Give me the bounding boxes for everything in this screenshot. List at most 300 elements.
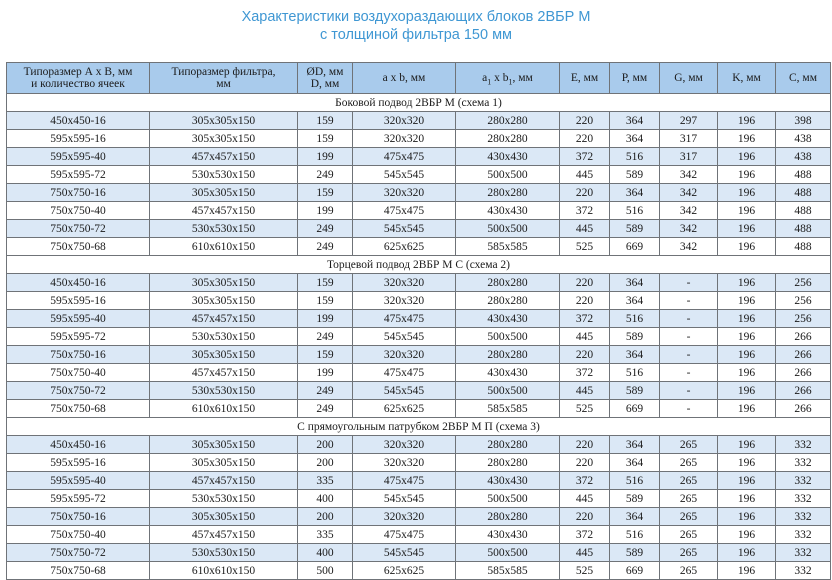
cell-filter-size: 457x457x150	[150, 364, 298, 382]
cell-size-ab: 595x595-40	[7, 148, 150, 166]
cell-k: 196	[718, 328, 776, 346]
cell-a1-x-b1: 280x280	[456, 274, 560, 292]
cell-a1-x-b1: 430x430	[456, 310, 560, 328]
cell-size-ab: 750x750-68	[7, 562, 150, 580]
header-e	[560, 63, 610, 94]
cell-c: 256	[776, 310, 831, 328]
cell-a-x-b: 545x545	[353, 382, 456, 400]
cell-diameter: 199	[298, 364, 353, 382]
cell-a1-x-b1: 500x500	[456, 220, 560, 238]
cell-e: 445	[560, 220, 610, 238]
cell-k: 196	[718, 274, 776, 292]
cell-a-x-b: 320x320	[353, 346, 456, 364]
cell-p: 364	[610, 508, 660, 526]
table-row	[7, 562, 831, 580]
cell-a-x-b: 320x320	[353, 274, 456, 292]
cell-g: 265	[660, 526, 718, 544]
cell-a-x-b: 320x320	[353, 292, 456, 310]
cell-a1-x-b1: 430x430	[456, 364, 560, 382]
cell-g: -	[660, 292, 718, 310]
cell-g: 265	[660, 544, 718, 562]
cell-a-x-b: 625x625	[353, 562, 456, 580]
cell-c: 332	[776, 454, 831, 472]
cell-a1-x-b1: 280x280	[456, 130, 560, 148]
cell-filter-size: 610x610x150	[150, 238, 298, 256]
cell-c: 488	[776, 202, 831, 220]
cell-filter-size: 610x610x150	[150, 562, 298, 580]
cell-g: 342	[660, 184, 718, 202]
cell-a-x-b: 475x475	[353, 472, 456, 490]
cell-diameter: 199	[298, 148, 353, 166]
header-c-label: C, мм	[789, 72, 817, 84]
cell-a-x-b: 320x320	[353, 454, 456, 472]
header-diameter-line2: D, мм	[310, 78, 340, 90]
cell-k: 196	[718, 148, 776, 166]
cell-size-ab: 750x750-40	[7, 364, 150, 382]
cell-a-x-b: 625x625	[353, 400, 456, 418]
cell-g: -	[660, 346, 718, 364]
cell-k: 196	[718, 220, 776, 238]
table-row	[7, 472, 831, 490]
cell-size-ab: 750x750-16	[7, 184, 150, 202]
cell-filter-size: 457x457x150	[150, 148, 298, 166]
cell-a1-x-b1: 280x280	[456, 508, 560, 526]
cell-p: 516	[610, 472, 660, 490]
header-a1-x-b1	[456, 63, 560, 94]
cell-p: 589	[610, 382, 660, 400]
cell-e: 372	[560, 202, 610, 220]
cell-k: 196	[718, 472, 776, 490]
cell-a1-x-b1: 585x585	[456, 400, 560, 418]
cell-g: 265	[660, 508, 718, 526]
cell-e: 372	[560, 310, 610, 328]
title-line-2: с толщиной фильтра 150 мм	[319, 27, 513, 43]
cell-p: 516	[610, 202, 660, 220]
cell-g: 342	[660, 220, 718, 238]
cell-size-ab: 595x595-16	[7, 292, 150, 310]
cell-g: 317	[660, 130, 718, 148]
cell-c: 332	[776, 490, 831, 508]
cell-diameter: 159	[298, 130, 353, 148]
table-row	[7, 454, 831, 472]
cell-a1-x-b1: 430x430	[456, 148, 560, 166]
cell-k: 196	[718, 130, 776, 148]
section-row	[7, 418, 831, 436]
cell-c: 266	[776, 382, 831, 400]
cell-e: 220	[560, 112, 610, 130]
cell-a-x-b: 475x475	[353, 364, 456, 382]
cell-diameter: 159	[298, 274, 353, 292]
cell-filter-size: 610x610x150	[150, 400, 298, 418]
header-filter-size-line1: Типоразмер фильтра,	[171, 66, 276, 78]
cell-size-ab: 595x595-16	[7, 130, 150, 148]
cell-a-x-b: 320x320	[353, 184, 456, 202]
cell-g: 265	[660, 490, 718, 508]
cell-size-ab: 750x750-40	[7, 526, 150, 544]
header-g-label: G, мм	[674, 72, 703, 84]
cell-a1-x-b1: 500x500	[456, 166, 560, 184]
table-row	[7, 202, 831, 220]
table-row	[7, 220, 831, 238]
cell-k: 196	[718, 112, 776, 130]
cell-diameter: 249	[298, 382, 353, 400]
cell-size-ab: 450x450-16	[7, 112, 150, 130]
cell-g: 265	[660, 454, 718, 472]
header-p	[610, 63, 660, 94]
cell-c: 266	[776, 328, 831, 346]
cell-diameter: 500	[298, 562, 353, 580]
cell-g: 317	[660, 148, 718, 166]
cell-k: 196	[718, 526, 776, 544]
cell-size-ab: 595x595-16	[7, 454, 150, 472]
cell-c: 332	[776, 526, 831, 544]
table-row	[7, 382, 831, 400]
cell-p: 364	[610, 274, 660, 292]
cell-c: 332	[776, 562, 831, 580]
section-row	[7, 94, 831, 112]
cell-a-x-b: 545x545	[353, 166, 456, 184]
cell-k: 196	[718, 166, 776, 184]
cell-a1-x-b1: 500x500	[456, 544, 560, 562]
cell-k: 196	[718, 382, 776, 400]
table-row	[7, 526, 831, 544]
table-row	[7, 436, 831, 454]
cell-a1-x-b1: 585x585	[456, 238, 560, 256]
cell-e: 372	[560, 364, 610, 382]
cell-filter-size: 457x457x150	[150, 310, 298, 328]
cell-p: 364	[610, 436, 660, 454]
cell-a-x-b: 545x545	[353, 544, 456, 562]
cell-size-ab: 450x450-16	[7, 274, 150, 292]
table-row	[7, 112, 831, 130]
cell-e: 220	[560, 130, 610, 148]
cell-a1-x-b1: 280x280	[456, 454, 560, 472]
cell-size-ab: 750x750-68	[7, 238, 150, 256]
cell-filter-size: 457x457x150	[150, 202, 298, 220]
cell-p: 516	[610, 526, 660, 544]
cell-diameter: 200	[298, 454, 353, 472]
header-a-x-b	[353, 63, 456, 94]
cell-k: 196	[718, 202, 776, 220]
cell-a-x-b: 475x475	[353, 202, 456, 220]
cell-c: 488	[776, 166, 831, 184]
cell-p: 589	[610, 544, 660, 562]
cell-g: -	[660, 400, 718, 418]
cell-e: 445	[560, 490, 610, 508]
table-row	[7, 274, 831, 292]
cell-g: 265	[660, 436, 718, 454]
cell-g: 265	[660, 562, 718, 580]
table-row	[7, 328, 831, 346]
cell-c: 488	[776, 238, 831, 256]
cell-size-ab: 595x595-72	[7, 328, 150, 346]
cell-a1-x-b1: 500x500	[456, 490, 560, 508]
cell-g: 342	[660, 202, 718, 220]
cell-a-x-b: 320x320	[353, 112, 456, 130]
cell-k: 196	[718, 310, 776, 328]
cell-diameter: 159	[298, 346, 353, 364]
cell-diameter: 200	[298, 508, 353, 526]
cell-size-ab: 595x595-72	[7, 490, 150, 508]
cell-a-x-b: 320x320	[353, 508, 456, 526]
cell-diameter: 400	[298, 544, 353, 562]
cell-g: -	[660, 274, 718, 292]
cell-c: 332	[776, 472, 831, 490]
cell-c: 398	[776, 112, 831, 130]
table-row	[7, 184, 831, 202]
cell-e: 372	[560, 526, 610, 544]
cell-e: 372	[560, 472, 610, 490]
header-b1-sub: 1	[508, 77, 513, 87]
cell-c: 332	[776, 544, 831, 562]
cell-filter-size: 305x305x150	[150, 454, 298, 472]
cell-k: 196	[718, 400, 776, 418]
cell-a1-x-b1: 430x430	[456, 472, 560, 490]
cell-diameter: 335	[298, 526, 353, 544]
cell-a-x-b: 320x320	[353, 130, 456, 148]
cell-diameter: 249	[298, 166, 353, 184]
cell-g: 342	[660, 166, 718, 184]
table-row	[7, 490, 831, 508]
cell-k: 196	[718, 562, 776, 580]
cell-k: 196	[718, 184, 776, 202]
cell-p: 364	[610, 112, 660, 130]
cell-size-ab: 450x450-16	[7, 436, 150, 454]
cell-diameter: 249	[298, 400, 353, 418]
section-row	[7, 256, 831, 274]
cell-e: 525	[560, 562, 610, 580]
cell-p: 516	[610, 310, 660, 328]
header-e-label: E, мм	[570, 72, 599, 84]
table-header	[7, 63, 831, 94]
cell-p: 669	[610, 562, 660, 580]
cell-filter-size: 305x305x150	[150, 292, 298, 310]
cell-filter-size: 530x530x150	[150, 382, 298, 400]
cell-diameter: 249	[298, 328, 353, 346]
header-k	[718, 63, 776, 94]
header-filter-size-line2: мм	[216, 78, 231, 90]
cell-e: 525	[560, 400, 610, 418]
cell-p: 516	[610, 364, 660, 382]
cell-k: 196	[718, 454, 776, 472]
header-c	[776, 63, 831, 94]
cell-a-x-b: 545x545	[353, 220, 456, 238]
cell-filter-size: 530x530x150	[150, 490, 298, 508]
header-filter-size	[150, 63, 298, 94]
cell-filter-size: 305x305x150	[150, 436, 298, 454]
cell-g: -	[660, 382, 718, 400]
header-g	[660, 63, 718, 94]
cell-k: 196	[718, 490, 776, 508]
cell-p: 589	[610, 220, 660, 238]
cell-a1-x-b1: 280x280	[456, 112, 560, 130]
cell-size-ab: 750x750-72	[7, 220, 150, 238]
section-title: С прямоугольным патрубком 2ВБР М П (схема 3)	[7, 418, 831, 436]
cell-g: 297	[660, 112, 718, 130]
cell-size-ab: 595x595-40	[7, 472, 150, 490]
cell-a-x-b: 475x475	[353, 310, 456, 328]
cell-size-ab: 750x750-16	[7, 508, 150, 526]
cell-p: 364	[610, 130, 660, 148]
cell-diameter: 159	[298, 184, 353, 202]
cell-a-x-b: 320x320	[353, 436, 456, 454]
cell-filter-size: 305x305x150	[150, 274, 298, 292]
cell-size-ab: 595x595-72	[7, 166, 150, 184]
cell-diameter: 159	[298, 112, 353, 130]
cell-c: 332	[776, 436, 831, 454]
cell-diameter: 400	[298, 490, 353, 508]
cell-diameter: 200	[298, 436, 353, 454]
header-diameter	[298, 63, 353, 94]
cell-e: 220	[560, 454, 610, 472]
cell-p: 364	[610, 184, 660, 202]
table-row	[7, 508, 831, 526]
table-row	[7, 310, 831, 328]
cell-size-ab: 750x750-68	[7, 400, 150, 418]
cell-diameter: 249	[298, 220, 353, 238]
header-a1-mid: x b	[491, 72, 509, 84]
cell-k: 196	[718, 544, 776, 562]
cell-a1-x-b1: 430x430	[456, 202, 560, 220]
cell-diameter: 159	[298, 292, 353, 310]
cell-p: 669	[610, 400, 660, 418]
cell-size-ab: 595x595-40	[7, 310, 150, 328]
table-row	[7, 130, 831, 148]
cell-e: 525	[560, 238, 610, 256]
header-k-label: K, мм	[732, 72, 761, 84]
cell-c: 256	[776, 274, 831, 292]
cell-c: 332	[776, 508, 831, 526]
cell-filter-size: 305x305x150	[150, 130, 298, 148]
cell-size-ab: 750x750-72	[7, 382, 150, 400]
cell-a1-x-b1: 585x585	[456, 562, 560, 580]
cell-e: 445	[560, 382, 610, 400]
cell-filter-size: 530x530x150	[150, 544, 298, 562]
cell-e: 220	[560, 274, 610, 292]
section-title: Боковой подвод 2ВБР М (схема 1)	[7, 94, 831, 112]
cell-filter-size: 457x457x150	[150, 526, 298, 544]
cell-e: 445	[560, 166, 610, 184]
table-row	[7, 364, 831, 382]
cell-c: 488	[776, 220, 831, 238]
header-a-x-b-label: a x b, мм	[382, 72, 426, 84]
cell-e: 445	[560, 544, 610, 562]
header-diameter-line1: ØD, мм	[306, 66, 344, 78]
cell-a1-x-b1: 500x500	[456, 328, 560, 346]
cell-filter-size: 530x530x150	[150, 220, 298, 238]
cell-diameter: 199	[298, 310, 353, 328]
cell-diameter: 249	[298, 238, 353, 256]
cell-filter-size: 530x530x150	[150, 166, 298, 184]
table-row	[7, 400, 831, 418]
cell-filter-size: 305x305x150	[150, 184, 298, 202]
table-row	[7, 166, 831, 184]
table-row	[7, 544, 831, 562]
cell-g: -	[660, 328, 718, 346]
cell-p: 364	[610, 346, 660, 364]
cell-filter-size: 457x457x150	[150, 472, 298, 490]
section-title: Торцевой подвод 2ВБР М С (схема 2)	[7, 256, 831, 274]
cell-a-x-b: 545x545	[353, 328, 456, 346]
cell-diameter: 199	[298, 202, 353, 220]
cell-c: 266	[776, 346, 831, 364]
cell-p: 364	[610, 292, 660, 310]
title-line-1: Характеристики воздухораздающих блоков 2ВБР М	[241, 9, 591, 25]
cell-filter-size: 305x305x150	[150, 508, 298, 526]
header-size-ab-line2: и количество ячеек	[31, 78, 125, 90]
cell-a-x-b: 545x545	[353, 490, 456, 508]
header-a1-tail: , мм	[512, 72, 533, 84]
cell-c: 266	[776, 400, 831, 418]
cell-filter-size: 305x305x150	[150, 346, 298, 364]
cell-p: 589	[610, 328, 660, 346]
table-row	[7, 346, 831, 364]
cell-a1-x-b1: 280x280	[456, 346, 560, 364]
cell-a1-x-b1: 280x280	[456, 292, 560, 310]
cell-a-x-b: 475x475	[353, 148, 456, 166]
cell-k: 196	[718, 364, 776, 382]
cell-e: 220	[560, 346, 610, 364]
cell-g: -	[660, 364, 718, 382]
cell-c: 488	[776, 184, 831, 202]
cell-e: 220	[560, 292, 610, 310]
document-title	[0, 8, 832, 44]
cell-e: 372	[560, 148, 610, 166]
table-row	[7, 238, 831, 256]
cell-a1-x-b1: 430x430	[456, 526, 560, 544]
cell-k: 196	[718, 238, 776, 256]
cell-c: 438	[776, 130, 831, 148]
cell-k: 196	[718, 508, 776, 526]
cell-p: 589	[610, 166, 660, 184]
cell-filter-size: 305x305x150	[150, 112, 298, 130]
cell-a1-x-b1: 280x280	[456, 436, 560, 454]
cell-g: 265	[660, 472, 718, 490]
cell-e: 220	[560, 508, 610, 526]
cell-c: 438	[776, 148, 831, 166]
cell-a-x-b: 625x625	[353, 238, 456, 256]
header-size-ab-line1: Типоразмер А х В, мм	[23, 66, 133, 78]
cell-k: 196	[718, 436, 776, 454]
cell-e: 445	[560, 328, 610, 346]
cell-a1-x-b1: 500x500	[456, 382, 560, 400]
cell-diameter: 335	[298, 472, 353, 490]
cell-g: 342	[660, 238, 718, 256]
header-row	[7, 63, 831, 94]
cell-size-ab: 750x750-40	[7, 202, 150, 220]
specs-table	[6, 62, 831, 580]
cell-e: 220	[560, 436, 610, 454]
cell-g: -	[660, 310, 718, 328]
cell-e: 220	[560, 184, 610, 202]
cell-c: 256	[776, 292, 831, 310]
table-row	[7, 148, 831, 166]
cell-a1-x-b1: 280x280	[456, 184, 560, 202]
cell-size-ab: 750x750-16	[7, 346, 150, 364]
table-row	[7, 292, 831, 310]
cell-k: 196	[718, 292, 776, 310]
cell-size-ab: 750x750-72	[7, 544, 150, 562]
header-a1-letter: a	[482, 72, 488, 84]
cell-k: 196	[718, 346, 776, 364]
cell-p: 589	[610, 490, 660, 508]
cell-a-x-b: 475x475	[353, 526, 456, 544]
cell-p: 516	[610, 148, 660, 166]
cell-filter-size: 530x530x150	[150, 328, 298, 346]
header-a1-sub: 1	[487, 77, 492, 87]
cell-p: 364	[610, 454, 660, 472]
table-body	[7, 94, 831, 580]
